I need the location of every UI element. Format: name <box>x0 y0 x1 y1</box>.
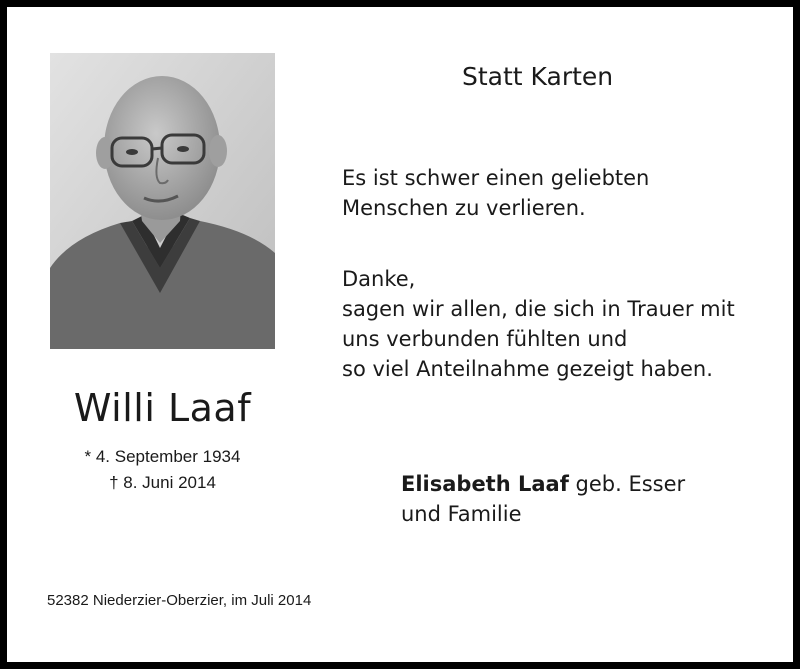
signature-line-1 <box>401 469 685 499</box>
death-date: † 8. Juni 2014 <box>109 473 216 492</box>
message-line: uns verbunden fühlten und <box>342 327 628 351</box>
message-line: Es ist schwer einen geliebten <box>342 166 650 190</box>
deceased-name: Willi Laaf <box>73 386 252 430</box>
message-line: so viel Anteilnahme gezeigt haben. <box>342 357 713 381</box>
page-title: Statt Karten <box>462 62 614 91</box>
place-date: 52382 Niederzier-Oberzier, im Juli 2014 <box>47 592 312 609</box>
obituary-card <box>7 7 793 662</box>
life-dates <box>50 444 275 496</box>
signature-maiden-name: geb. Esser <box>568 472 686 496</box>
portrait-photo <box>50 53 275 349</box>
message-line: Menschen zu verlieren. <box>342 196 586 220</box>
message-block-2 <box>342 264 735 384</box>
signature-name: Elisabeth Laaf <box>401 472 569 496</box>
message-line: Danke, <box>342 267 416 291</box>
signature-line-2: und Familie <box>401 502 522 526</box>
message-block-1 <box>342 163 649 223</box>
birth-date: * 4. September 1934 <box>84 447 241 466</box>
signature <box>401 469 685 529</box>
message-line: sagen wir allen, die sich in Trauer mit <box>342 297 735 321</box>
